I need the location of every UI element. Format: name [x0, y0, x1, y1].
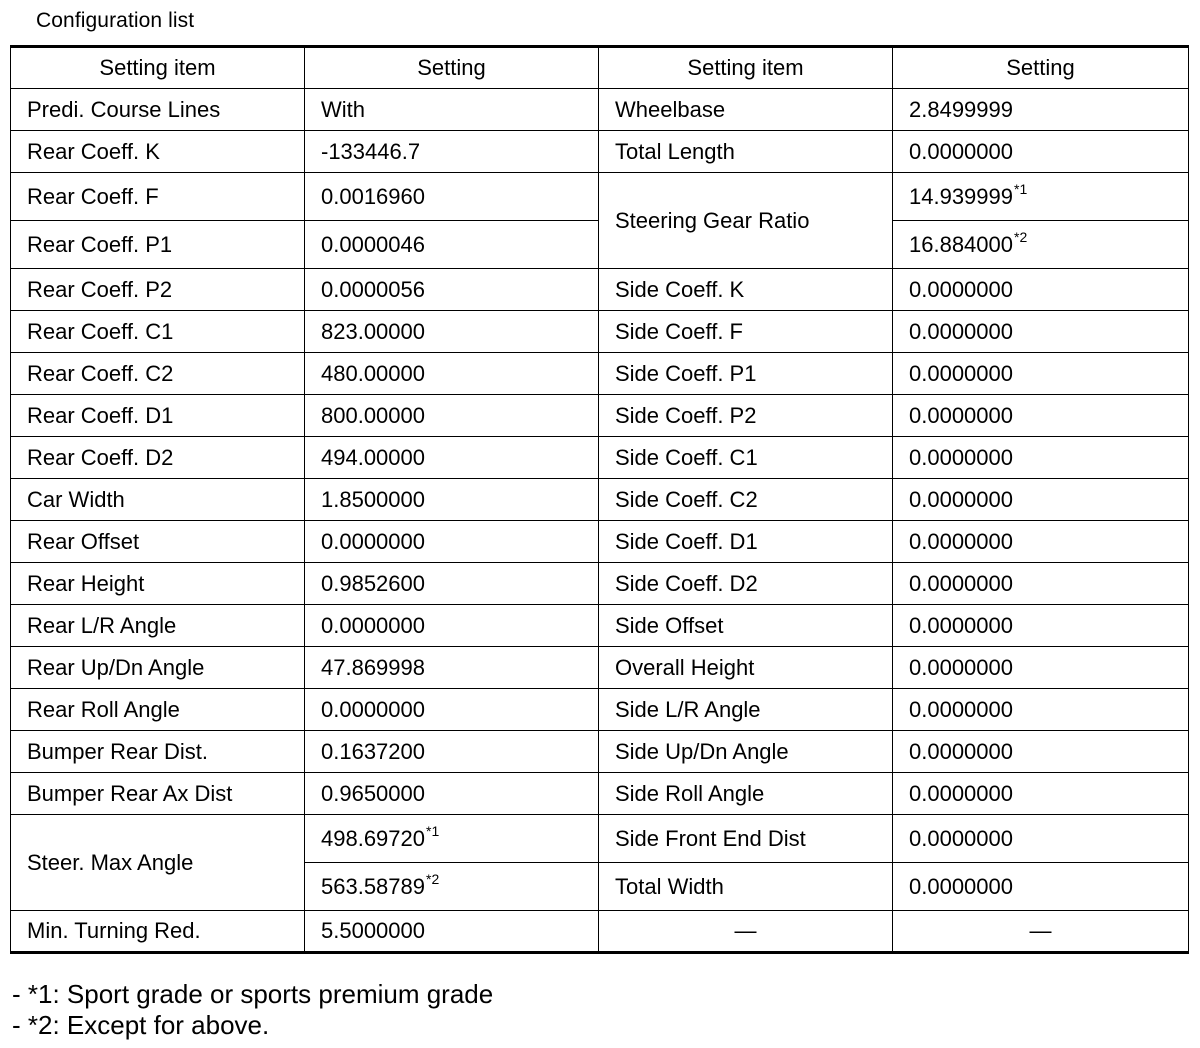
setting-value: 494.00000 — [305, 437, 599, 479]
setting-value: 2.8499999 — [893, 89, 1189, 131]
setting-item: Total Length — [599, 131, 893, 173]
setting-item: Rear Coeff. P1 — [11, 221, 305, 269]
setting-item: Steering Gear Ratio — [599, 173, 893, 269]
table-row — [11, 689, 1189, 731]
setting-value-with-note — [305, 863, 599, 911]
setting-item: Side Coeff. C2 — [599, 479, 893, 521]
setting-value: 800.00000 — [305, 395, 599, 437]
setting-value: -133446.7 — [305, 131, 599, 173]
setting-value: With — [305, 89, 599, 131]
setting-item: Wheelbase — [599, 89, 893, 131]
table-row — [11, 353, 1189, 395]
setting-value: 5.5000000 — [305, 911, 599, 953]
table-row — [11, 773, 1189, 815]
setting-item: Predi. Course Lines — [11, 89, 305, 131]
setting-item: Rear Roll Angle — [11, 689, 305, 731]
setting-item: Bumper Rear Ax Dist — [11, 773, 305, 815]
table-row — [11, 563, 1189, 605]
footnote-1: - *1: Sport grade or sports premium grade — [12, 979, 494, 1009]
header-setting-item-right: Setting item — [599, 47, 893, 89]
table-row — [11, 173, 1189, 221]
configuration-table — [10, 45, 1189, 954]
table-row — [11, 437, 1189, 479]
table-row — [11, 89, 1189, 131]
setting-value: 0.0000056 — [305, 269, 599, 311]
setting-value: 0.0000000 — [893, 689, 1189, 731]
table-row — [11, 479, 1189, 521]
setting-value: 0.0000000 — [893, 311, 1189, 353]
setting-item: Car Width — [11, 479, 305, 521]
setting-item: Bumper Rear Dist. — [11, 731, 305, 773]
table-row — [11, 131, 1189, 173]
setting-value: 0.0000000 — [893, 131, 1189, 173]
setting-value: 0.0000000 — [893, 863, 1189, 911]
setting-item: Overall Height — [599, 647, 893, 689]
setting-item: Rear Height — [11, 563, 305, 605]
table-row — [11, 605, 1189, 647]
footnote-marker: *2 — [426, 870, 440, 887]
setting-value: 0.0000000 — [893, 479, 1189, 521]
footnotes — [12, 979, 493, 1041]
setting-item: Rear Coeff. P2 — [11, 269, 305, 311]
setting-item: Rear Coeff. K — [11, 131, 305, 173]
footnote-marker: *1 — [426, 822, 440, 839]
empty-dash: — — [599, 911, 893, 953]
setting-value-with-note — [893, 173, 1189, 221]
setting-item: Side Coeff. F — [599, 311, 893, 353]
setting-item: Side Roll Angle — [599, 773, 893, 815]
setting-value: 0.0000046 — [305, 221, 599, 269]
table-row — [11, 731, 1189, 773]
setting-value: 0.9650000 — [305, 773, 599, 815]
setting-value: 0.0000000 — [893, 437, 1189, 479]
setting-value: 0.0000000 — [893, 647, 1189, 689]
setting-item: Rear Up/Dn Angle — [11, 647, 305, 689]
table-row — [11, 311, 1189, 353]
footnote-marker: *1 — [1014, 180, 1028, 197]
setting-value: 0.9852600 — [305, 563, 599, 605]
setting-value: 0.0000000 — [305, 605, 599, 647]
table-row — [11, 647, 1189, 689]
setting-value: 0.0000000 — [305, 689, 599, 731]
setting-value: 0.0000000 — [305, 521, 599, 563]
empty-dash: — — [893, 911, 1189, 953]
setting-value: 0.0000000 — [893, 353, 1189, 395]
setting-value: 0.0000000 — [893, 521, 1189, 563]
table-row — [11, 269, 1189, 311]
setting-value: 14.939999 — [909, 183, 1013, 209]
header-setting-right: Setting — [893, 47, 1189, 89]
setting-value: 480.00000 — [305, 353, 599, 395]
setting-value: 0.0000000 — [893, 563, 1189, 605]
setting-value-with-note — [893, 221, 1189, 269]
setting-item: Side Front End Dist — [599, 815, 893, 863]
setting-value: 823.00000 — [305, 311, 599, 353]
setting-item: Rear Coeff. D2 — [11, 437, 305, 479]
setting-value: 0.0000000 — [893, 773, 1189, 815]
setting-value: 0.1637200 — [305, 731, 599, 773]
setting-value: 0.0000000 — [893, 269, 1189, 311]
setting-item: Rear Coeff. F — [11, 173, 305, 221]
setting-value: 47.869998 — [305, 647, 599, 689]
setting-item: Side Coeff. K — [599, 269, 893, 311]
table-row — [11, 395, 1189, 437]
setting-item: Side Offset — [599, 605, 893, 647]
setting-item: Min. Turning Red. — [11, 911, 305, 953]
setting-value: 0.0000000 — [893, 731, 1189, 773]
setting-item: Side Coeff. P1 — [599, 353, 893, 395]
setting-item: Side L/R Angle — [599, 689, 893, 731]
header-setting-left: Setting — [305, 47, 599, 89]
footnote-marker: *2 — [1014, 228, 1028, 245]
setting-item: Side Coeff. C1 — [599, 437, 893, 479]
setting-item: Steer. Max Angle — [11, 815, 305, 911]
table-header-row — [11, 47, 1189, 89]
setting-item: Side Coeff. D1 — [599, 521, 893, 563]
footnote-2: - *2: Except for above. — [12, 1010, 270, 1040]
setting-item: Rear Coeff. C1 — [11, 311, 305, 353]
setting-item: Total Width — [599, 863, 893, 911]
setting-item: Side Coeff. D2 — [599, 563, 893, 605]
table-row — [11, 911, 1189, 953]
setting-item: Rear L/R Angle — [11, 605, 305, 647]
setting-value: 0.0000000 — [893, 815, 1189, 863]
setting-value: 0.0016960 — [305, 173, 599, 221]
setting-item: Rear Offset — [11, 521, 305, 563]
setting-item: Rear Coeff. C2 — [11, 353, 305, 395]
setting-value: 0.0000000 — [893, 605, 1189, 647]
table-caption: Configuration list — [36, 9, 195, 32]
setting-value: 1.8500000 — [305, 479, 599, 521]
setting-item: Side Coeff. P2 — [599, 395, 893, 437]
header-setting-item-left: Setting item — [11, 47, 305, 89]
setting-item: Rear Coeff. D1 — [11, 395, 305, 437]
table-row — [11, 521, 1189, 563]
setting-value: 498.69720 — [321, 825, 425, 851]
setting-item: Side Up/Dn Angle — [599, 731, 893, 773]
setting-value: 0.0000000 — [893, 395, 1189, 437]
setting-value-with-note — [305, 815, 599, 863]
setting-value: 16.884000 — [909, 231, 1013, 257]
table-row — [11, 815, 1189, 863]
setting-value: 563.58789 — [321, 873, 425, 899]
